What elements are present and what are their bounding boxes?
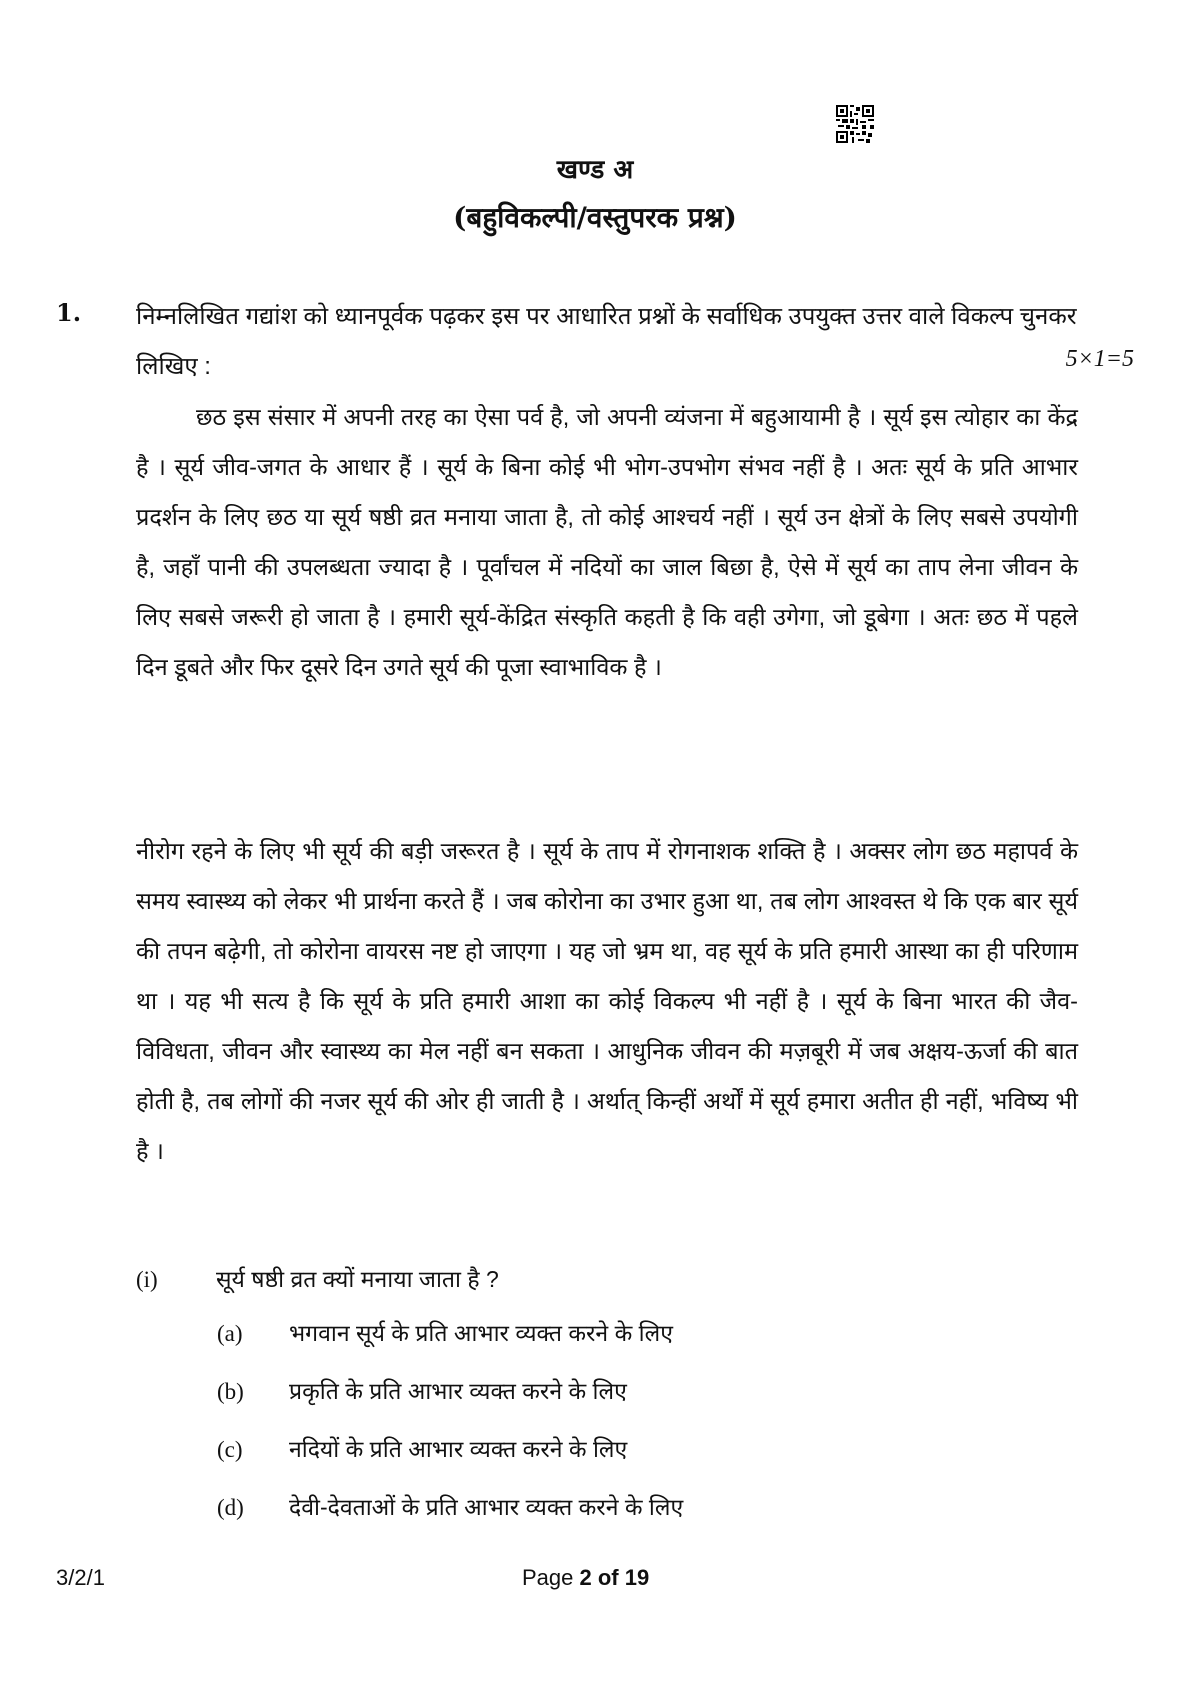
qr-code xyxy=(836,105,874,143)
marks-allocation: 5×1=5 xyxy=(1065,346,1134,372)
page-indicator xyxy=(522,1565,649,1591)
option-label: (d) xyxy=(217,1495,244,1520)
section-title: खण्ड अ xyxy=(556,155,634,185)
sub-question-number: (i) xyxy=(136,1267,158,1292)
passage-paragraph: नीरोग रहने के लिए भी सूर्य की बड़ी जरूरत है । सूर्य के ताप में रोगनाशक शक्ति है । अक्सर लोग छठ महापर्व के समय स्वास्थ्य को लेकर भी प्रार्थना करते हैं । जब कोरोना का उभार हुआ था, तब लोग आश्वस्त थे कि एक बार सूर्य की तपन बढ़ेगी, तो कोरोना वायरस नष्ट हो जाएगा । यह जो भ्रम था, वह सूर्य के प्रति हमारी आस्था का ही परिणाम था । यह भी सत्य है कि सूर्य के प्रति हमारी आशा का कोई विकल्प भी नहीं है । सूर्य के बिना भारत की जैव-विविधता, जीवन और स्वास्थ्य का मेल नहीं बन सकता । आधुनिक जीवन की मज़बूरी में जब अक्षय-ऊर्जा की बात होती है, तब लोगों की नजर सूर्य की ओर ही जाती है । अर्थात् किन्हीं अर्थों में सूर्य हमारा अतीत ही नहीं, भविष्य भी है । xyxy=(136,838,1078,1164)
section-subtitle: (बहुविकल्पी/वस्तुपरक प्रश्न) xyxy=(453,201,737,234)
option-b xyxy=(217,1374,627,1406)
option-label: (c) xyxy=(217,1437,243,1462)
question-number: 1. xyxy=(56,298,82,327)
option-c xyxy=(217,1432,627,1464)
option-text: नदियों के प्रति आभार व्यक्त करने के लिए xyxy=(289,1436,628,1462)
option-text: देवी-देवताओं के प्रति आभार व्यक्त करने के लिए xyxy=(289,1494,684,1520)
passage-paragraph: छठ इस संसार में अपनी तरह का ऐसा पर्व है, जो अपनी व्यंजना में बहुआयामी है । सूर्य इस त्योहार का केंद्र है । सूर्य जीव-जगत के आधार हैं । सूर्य के बिना कोई भी भोग-उपभोग संभव नहीं है । अतः सूर्य के प्रति आभार प्रदर्शन के लिए छठ या सूर्य षष्ठी व्रत मनाया जाता है, तो कोई आश्चर्य नहीं । सूर्य उन क्षेत्रों के लिए सबसे उपयोगी है, जहाँ पानी की उपलब्धता ज्यादा है । पूर्वांचल में नदियों का जाल बिछा है, ऐसे में सूर्य का ताप लेना जीवन के लिए सबसे जरूरी हो जाता है । हमारी सूर्य-केंद्रित संस्कृति कहती है कि वही उगेगा, जो डूबेगा । अतः छठ में पहले दिन डूबते और फिर दूसरे दिन उगते सूर्य की पूजा स्वाभाविक है । xyxy=(136,404,1078,680)
paper-code: 3/2/1 xyxy=(56,1565,105,1590)
page-of: of xyxy=(591,1565,625,1590)
option-label: (a) xyxy=(217,1321,243,1346)
option-a xyxy=(217,1316,673,1348)
qr-code-icon xyxy=(836,105,874,143)
option-text: प्रकृति के प्रति आभार व्यक्त करने के लिए xyxy=(289,1378,627,1404)
page-current: 2 xyxy=(579,1565,592,1590)
page-prefix: Page xyxy=(522,1565,580,1590)
sub-question xyxy=(136,1262,499,1294)
option-d xyxy=(217,1490,683,1522)
option-label: (b) xyxy=(217,1379,244,1404)
page-total: 19 xyxy=(624,1565,650,1590)
sub-question-text: सूर्य षष्ठी व्रत क्यों मनाया जाता है ? xyxy=(216,1266,499,1292)
option-text: भगवान सूर्य के प्रति आभार व्यक्त करने के लिए xyxy=(289,1320,673,1346)
question-instruction: निम्नलिखित गद्यांश को ध्यानपूर्वक पढ़कर इस पर आधारित प्रश्नों के सर्वाधिक उपयुक्त उत्तर वाले विकल्प चुनकर लिखिए : xyxy=(136,303,1077,380)
